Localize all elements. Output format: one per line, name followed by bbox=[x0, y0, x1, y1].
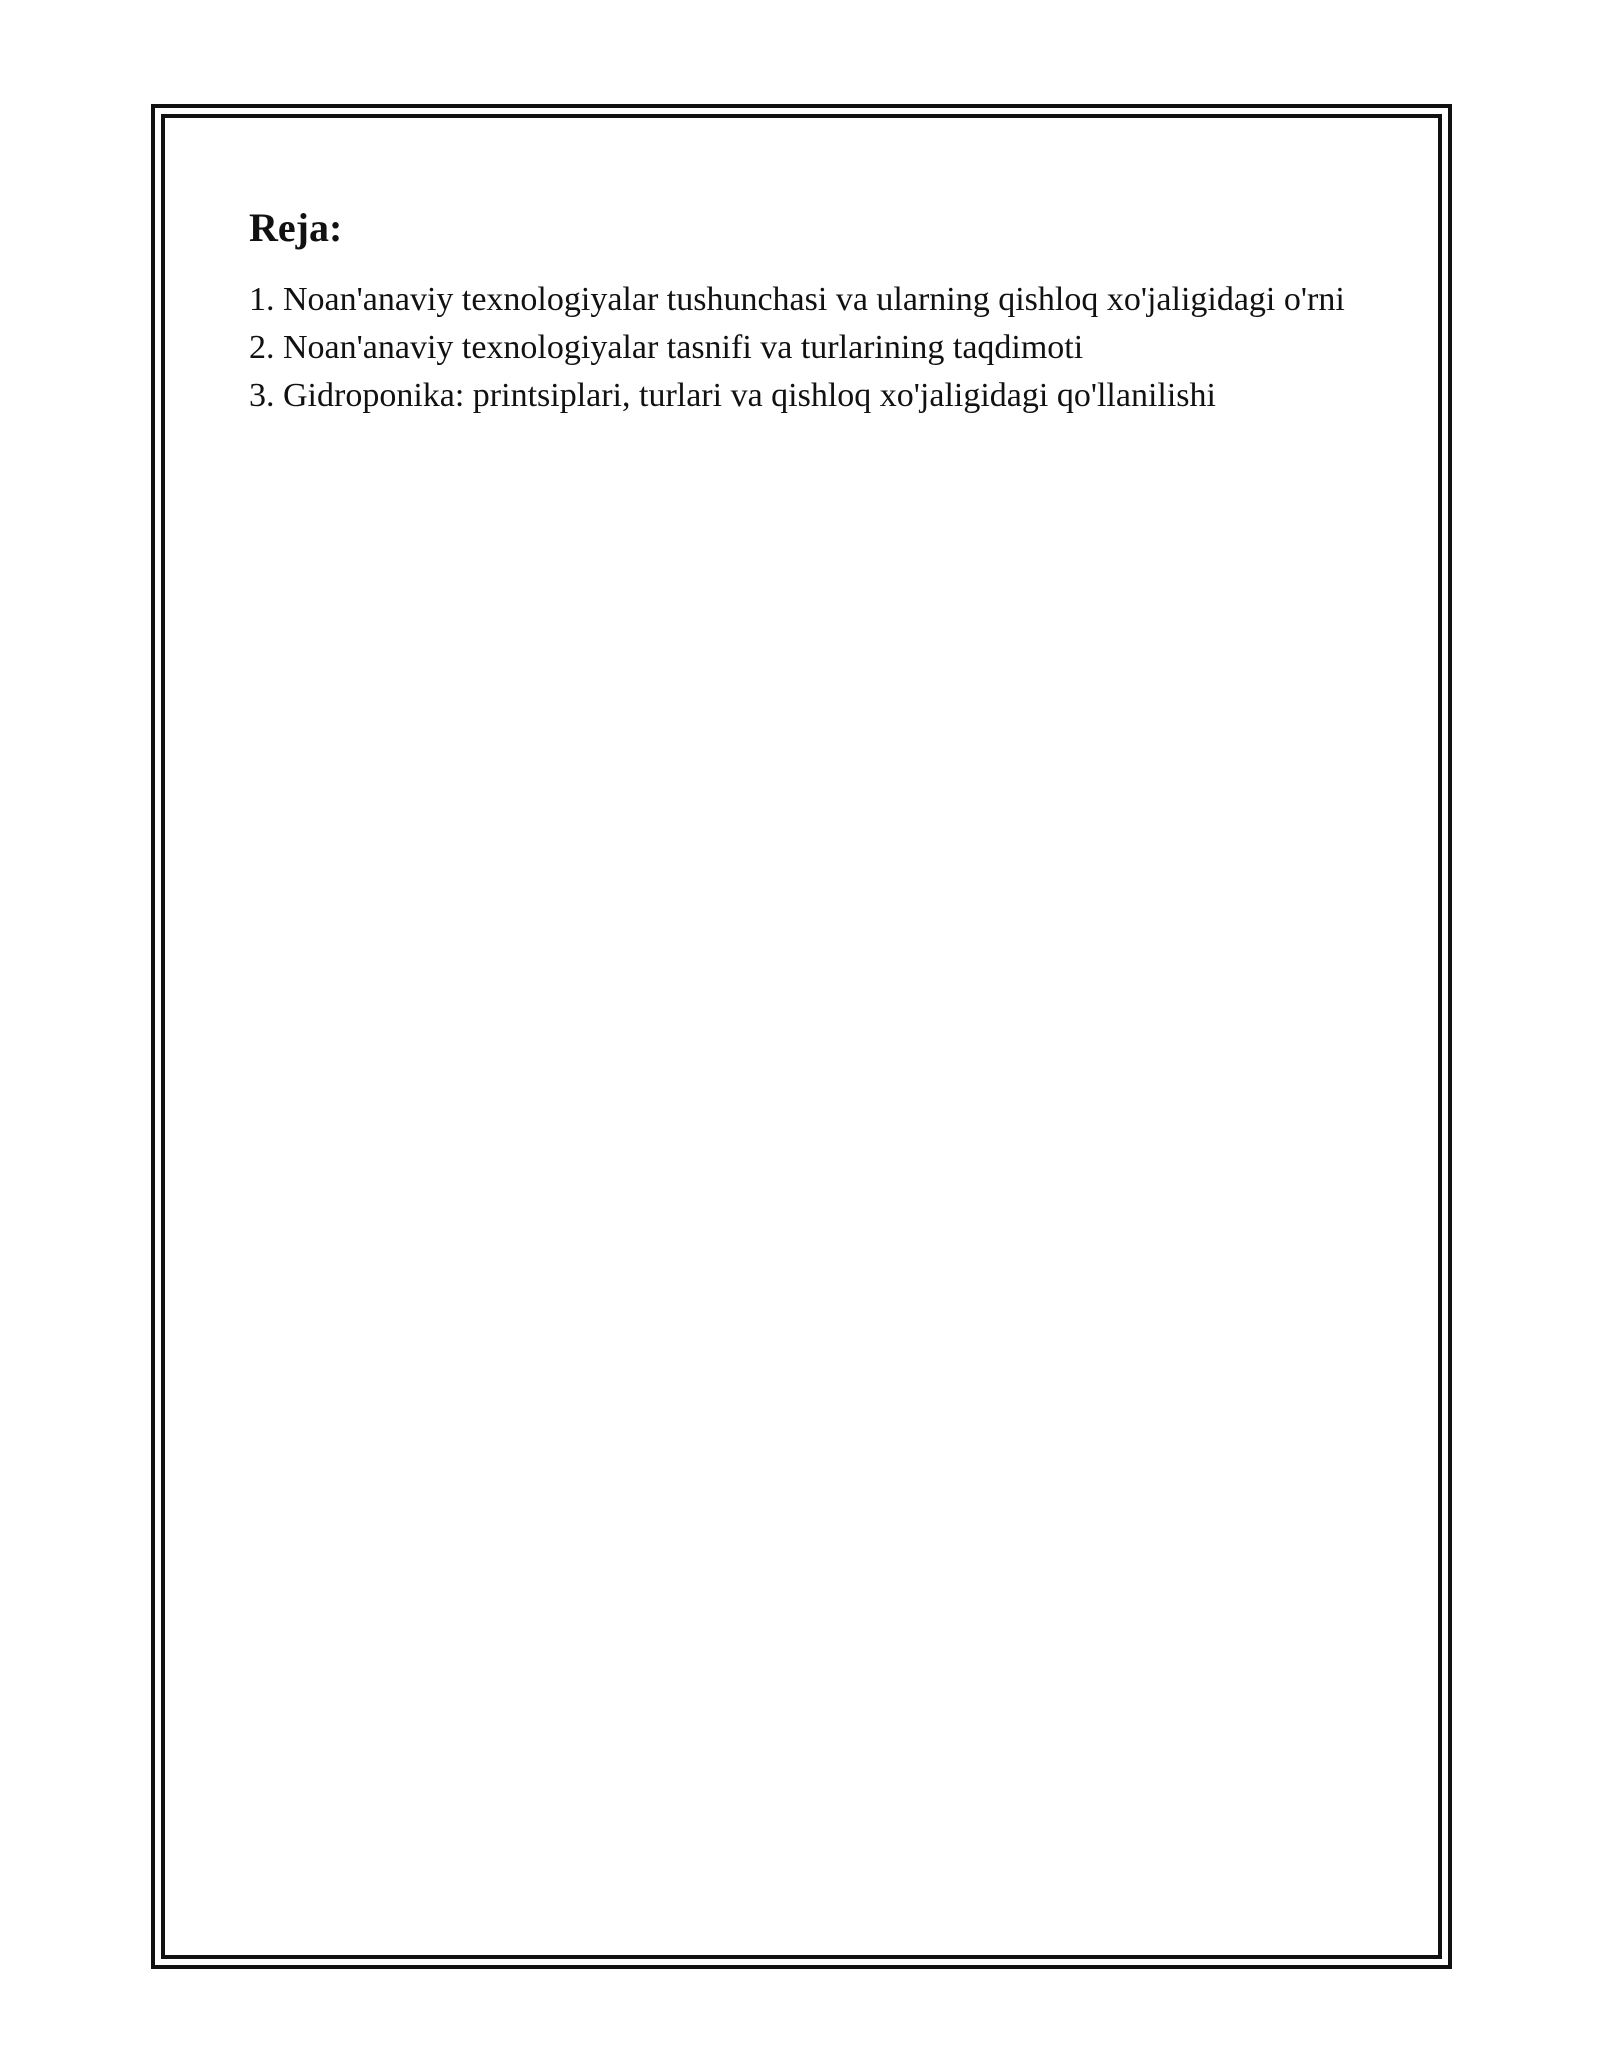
page-content bbox=[249, 202, 1348, 420]
plan-heading: Reja: bbox=[249, 205, 343, 250]
page-border-outer bbox=[151, 104, 1452, 1969]
plan-item-1: 1. Noan'anaviy texnologiyalar tushunchasi va ularning qishloq xo'jaligidagi o'rni bbox=[249, 281, 1345, 318]
plan-item-2: 2. Noan'anaviy texnologiyalar tasnifi va turlarining taqdimoti bbox=[249, 329, 1084, 366]
plan-list bbox=[249, 276, 1348, 420]
plan-item-3: 3. Gidroponika: printsiplari, turlari va qishloq xo'jaligidagi qo'llanilishi bbox=[249, 377, 1216, 414]
page-border-inner bbox=[161, 114, 1442, 1959]
